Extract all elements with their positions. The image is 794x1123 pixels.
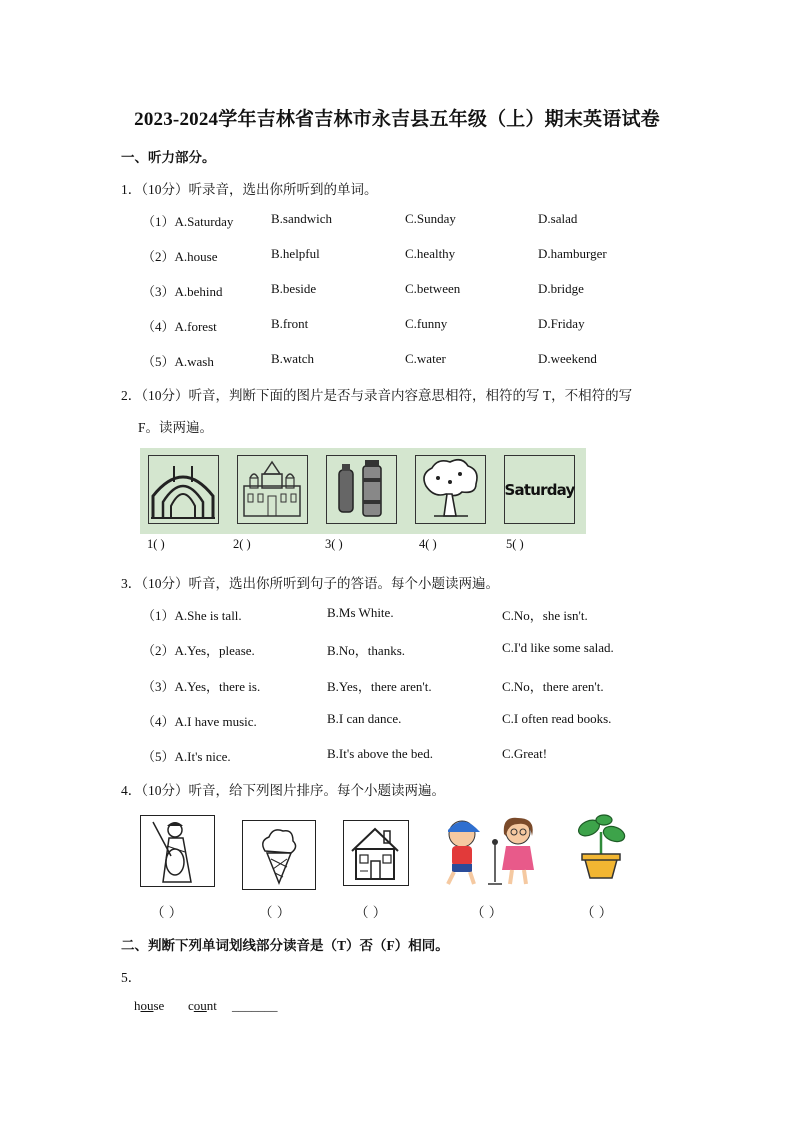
- option-a: （5）A.It's nice.: [142, 749, 231, 764]
- word-part: nt: [206, 998, 217, 1013]
- answer-blank-1[interactable]: 1( ): [147, 537, 165, 551]
- order-blank-3[interactable]: （ ）: [355, 905, 387, 921]
- word-part: c: [188, 998, 194, 1013]
- page-title: 2023-2024学年吉林省吉林市永吉县五年级（上）期末英语试卷: [134, 109, 660, 130]
- order-blank-5[interactable]: （ ）: [581, 905, 613, 921]
- section-heading-pronunciation: 二、判断下列单词划线部分读音是（T）否（F）相同。: [121, 938, 449, 953]
- option-a: （3）A.Yes，there is.: [142, 679, 261, 694]
- option-b: B.No，thanks.: [327, 643, 406, 658]
- order-blank-1[interactable]: （ ）: [151, 905, 183, 921]
- question-4-stem: 4．（10分）听音，给下列图片排序。每个小题读两遍。: [121, 783, 445, 798]
- option-c: C.No，there aren't.: [502, 679, 604, 694]
- underlined-part: ou: [193, 998, 207, 1013]
- option-c: C.between: [405, 281, 461, 296]
- option-a: （2）A.house: [142, 249, 218, 264]
- order-blank-2[interactable]: （ ）: [259, 905, 291, 921]
- word-count: [188, 998, 217, 1014]
- kids-singing-icon: [440, 814, 542, 888]
- option-d: D.bridge: [538, 281, 584, 296]
- underlined-part: ou: [140, 998, 154, 1013]
- option-d: D.weekend: [538, 351, 597, 366]
- option-c: C.I often read books.: [502, 711, 612, 726]
- option-b: B.helpful: [271, 246, 320, 261]
- option-b: B.watch: [271, 351, 314, 366]
- answer-blank-5[interactable]: 5( ): [506, 537, 524, 551]
- question-2-stem-line1: 2．（10分）听音，判断下面的图片是否与录音内容意思相符，相符的写 T，不相符的写: [121, 388, 633, 403]
- ice-cream-icon: [242, 820, 316, 890]
- option-a: （2）A.Yes，please.: [142, 643, 255, 658]
- option-a: （3）A.behind: [142, 284, 223, 299]
- option-c: C.water: [405, 351, 446, 366]
- question-1-stem: 1．（10分）听录音，选出你所听到的单词。: [121, 182, 378, 197]
- question-5-number: 5．: [121, 970, 142, 985]
- option-c: C.healthy: [405, 246, 456, 261]
- option-a: （4）A.I have music.: [142, 714, 257, 729]
- answer-blank-2[interactable]: 2( ): [233, 537, 251, 551]
- option-a: （1）A.Saturday: [142, 214, 234, 229]
- section-heading-listening: 一、听力部分。: [121, 150, 216, 165]
- option-d: D.salad: [538, 211, 578, 226]
- option-a: （4）A.forest: [142, 319, 217, 334]
- palace-icon: [237, 455, 308, 524]
- house-icon: [343, 820, 409, 886]
- flasks-icon: [326, 455, 397, 524]
- option-c: C.I'd like some salad.: [502, 640, 614, 655]
- option-b: B.sandwich: [271, 211, 333, 226]
- bridge-icon: [148, 455, 219, 524]
- option-d: D.hamburger: [538, 246, 607, 261]
- tree-icon: [415, 455, 486, 524]
- option-b: B.Yes，there aren't.: [327, 679, 432, 694]
- word-house: [134, 998, 164, 1014]
- saturday-card-text: Saturday: [504, 480, 575, 499]
- word-part: h: [134, 998, 141, 1013]
- question-3-stem: 3．（10分）听音，选出你所听到句子的答语。每个小题读两遍。: [121, 576, 499, 591]
- order-blank-4[interactable]: （ ）: [471, 905, 503, 921]
- option-b: B.I can dance.: [327, 711, 402, 726]
- option-b: B.Ms White.: [327, 605, 394, 620]
- option-b: B.beside: [271, 281, 317, 296]
- option-b: B.It's above the bed.: [327, 746, 433, 761]
- word-part: se: [153, 998, 165, 1013]
- question-2-stem-line2: F。读两遍。: [138, 420, 214, 435]
- answer-blank-4[interactable]: 4( ): [419, 537, 437, 551]
- potted-plant-icon: [574, 812, 628, 880]
- question-2-picture-strip: [140, 448, 586, 534]
- option-c: C.funny: [405, 316, 448, 331]
- saturday-card-icon: [504, 455, 575, 524]
- answer-blank-3[interactable]: 3( ): [325, 537, 343, 551]
- option-c: C.Great!: [502, 746, 548, 761]
- option-c: C.No，she isn't.: [502, 608, 588, 623]
- option-a: （5）A.wash: [142, 354, 214, 369]
- option-d: D.Friday: [538, 316, 585, 331]
- option-c: C.Sunday: [405, 211, 456, 226]
- option-a: （1）A.She is tall.: [142, 608, 242, 623]
- pipa-player-icon: [140, 815, 215, 887]
- option-b: B.front: [271, 316, 309, 331]
- answer-blank-q5[interactable]: _______: [232, 998, 278, 1013]
